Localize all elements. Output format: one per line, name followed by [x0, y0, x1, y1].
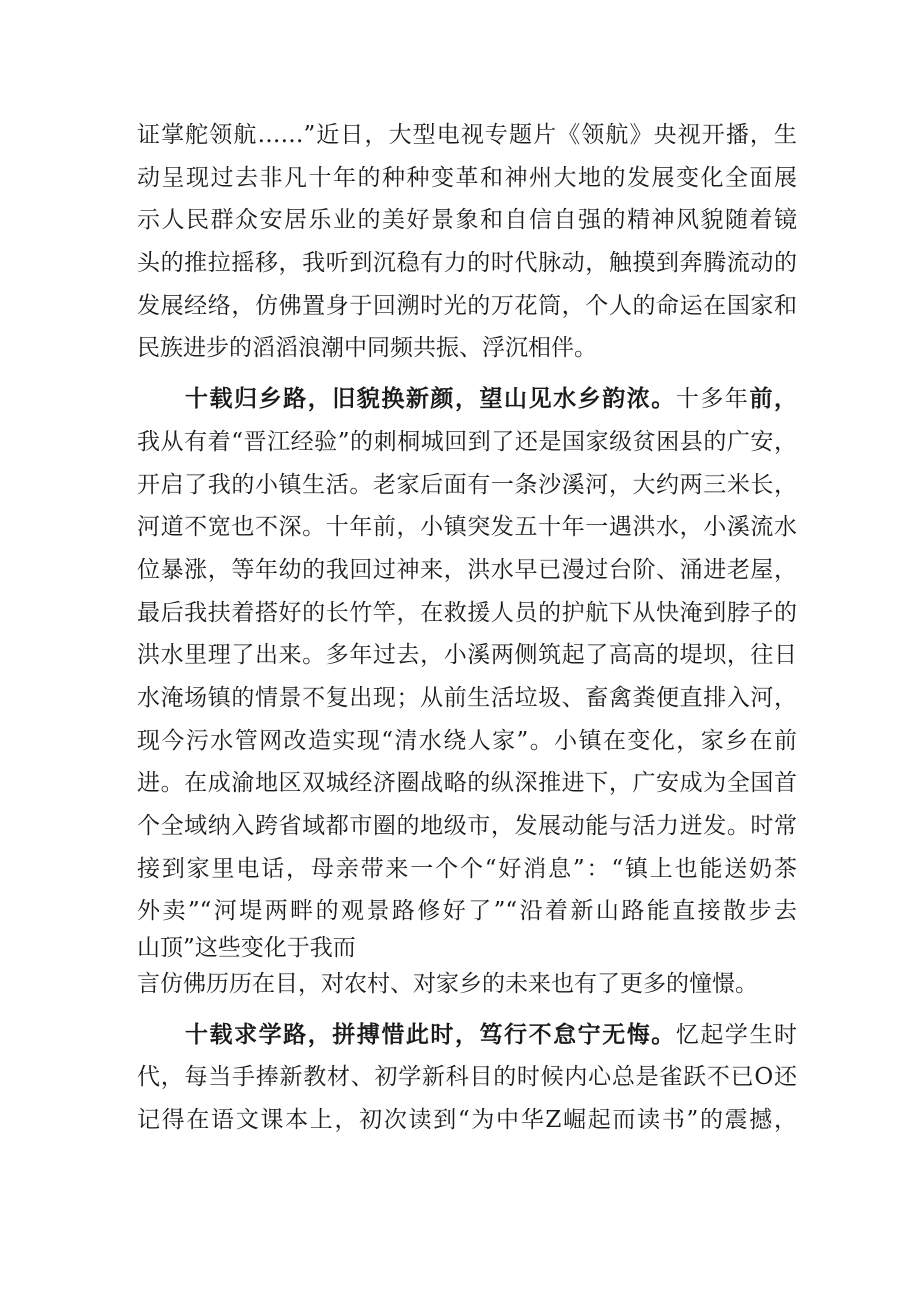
- text-line: 动呈现过去非凡十年的种种变革和神州大地的发展变化全面展: [137, 164, 797, 191]
- paragraph-3: [137, 1014, 797, 1142]
- paragraph-1: [137, 114, 797, 370]
- paragraph-heading: 十载归乡路，旧貌换新颜，望山见水乡韵浓。: [185, 385, 676, 413]
- text-line: 洪水里理了出来。多年过去，小溪两侧筑起了高高的堤坝，往日: [137, 642, 797, 669]
- text-line: 位暴涨，等年幼的我回过神来，洪水早已漫过台阶、涌进老屋，: [137, 556, 797, 583]
- text-line: 现今污水管网改造实现“清水绕人家”。小镇在变化，家乡在前: [137, 727, 797, 754]
- paragraph-lead-text: 忆起学生时: [675, 1021, 798, 1048]
- text-line: 证掌舵领航……”近日，大型电视专题片《领航》央视开播，生: [137, 122, 797, 148]
- text-line: 示人民群众安居乐业的美好景象和自信自强的精神风貌随着镜: [137, 207, 797, 234]
- paragraph-2: [137, 378, 797, 1006]
- paragraph-lead-line: [137, 378, 797, 421]
- text-line: 河道不宽也不深。十年前，小镇突发五十年一遇洪水，小溪流水: [137, 514, 797, 541]
- paragraph-lead-tail: 前，: [749, 385, 798, 413]
- text-line: 最后我扶着搭好的长竹竿，在救援人员的护航下从快淹到脖子的: [137, 599, 797, 626]
- paragraph-lead-text: 十多年: [675, 386, 750, 413]
- text-line: 进。在成渝地区双城经济圈战略的纵深推进下，广安成为全国首: [137, 770, 797, 797]
- text-line: 头的推拉摇移，我听到沉稳有力的时代脉动，触摸到奔腾流动的: [137, 250, 797, 277]
- text-line: 水淹场镇的情景不复出现；从前生活垃圾、畜禽粪便直排入河，: [137, 684, 797, 711]
- text-line: 记得在语文课本上，初次读到“为中华Z崛起而读书”的震撼，: [137, 1107, 797, 1134]
- text-line: 我从有着“晋江经验”的刺桐城回到了还是国家级贫困县的广安，: [137, 428, 797, 455]
- text-line: 接到家里电话，母亲带来一个个“好消息”：“镇上也能送奶茶: [137, 855, 797, 882]
- text-line: 个全域纳入跨省域都市圈的地级市，发展动能与活力迸发。时常: [137, 813, 797, 839]
- text-line: 言仿佛历历在目，对农村、对家乡的未来也有了更多的憧憬。: [137, 971, 758, 998]
- document-body: [137, 114, 797, 1142]
- text-line: 发展经络，仿佛置身于回溯时光的万花筒，个人的命运在国家和: [137, 292, 797, 319]
- text-line: 外卖”“河堤两畔的观景路修好了”“沿着新山路能直接散步去: [137, 898, 797, 925]
- text-line: 开启了我的小镇生活。老家后面有一条沙溪河，大约两三米长，: [137, 471, 797, 498]
- paragraph-heading: 十载求学路，拼搏惜此时，笃行不怠宁无悔。: [185, 1020, 676, 1048]
- text-line: 民族进步的滔滔浪潮中同频共振、浮沉相伴。: [137, 335, 597, 362]
- paragraph-lead-line: [137, 1014, 797, 1057]
- text-line: 代，每当手捧新教材、初学新科目的时候内心总是雀跃不已O还: [137, 1064, 797, 1091]
- text-line: 山顶”这些变化于我而: [137, 935, 356, 962]
